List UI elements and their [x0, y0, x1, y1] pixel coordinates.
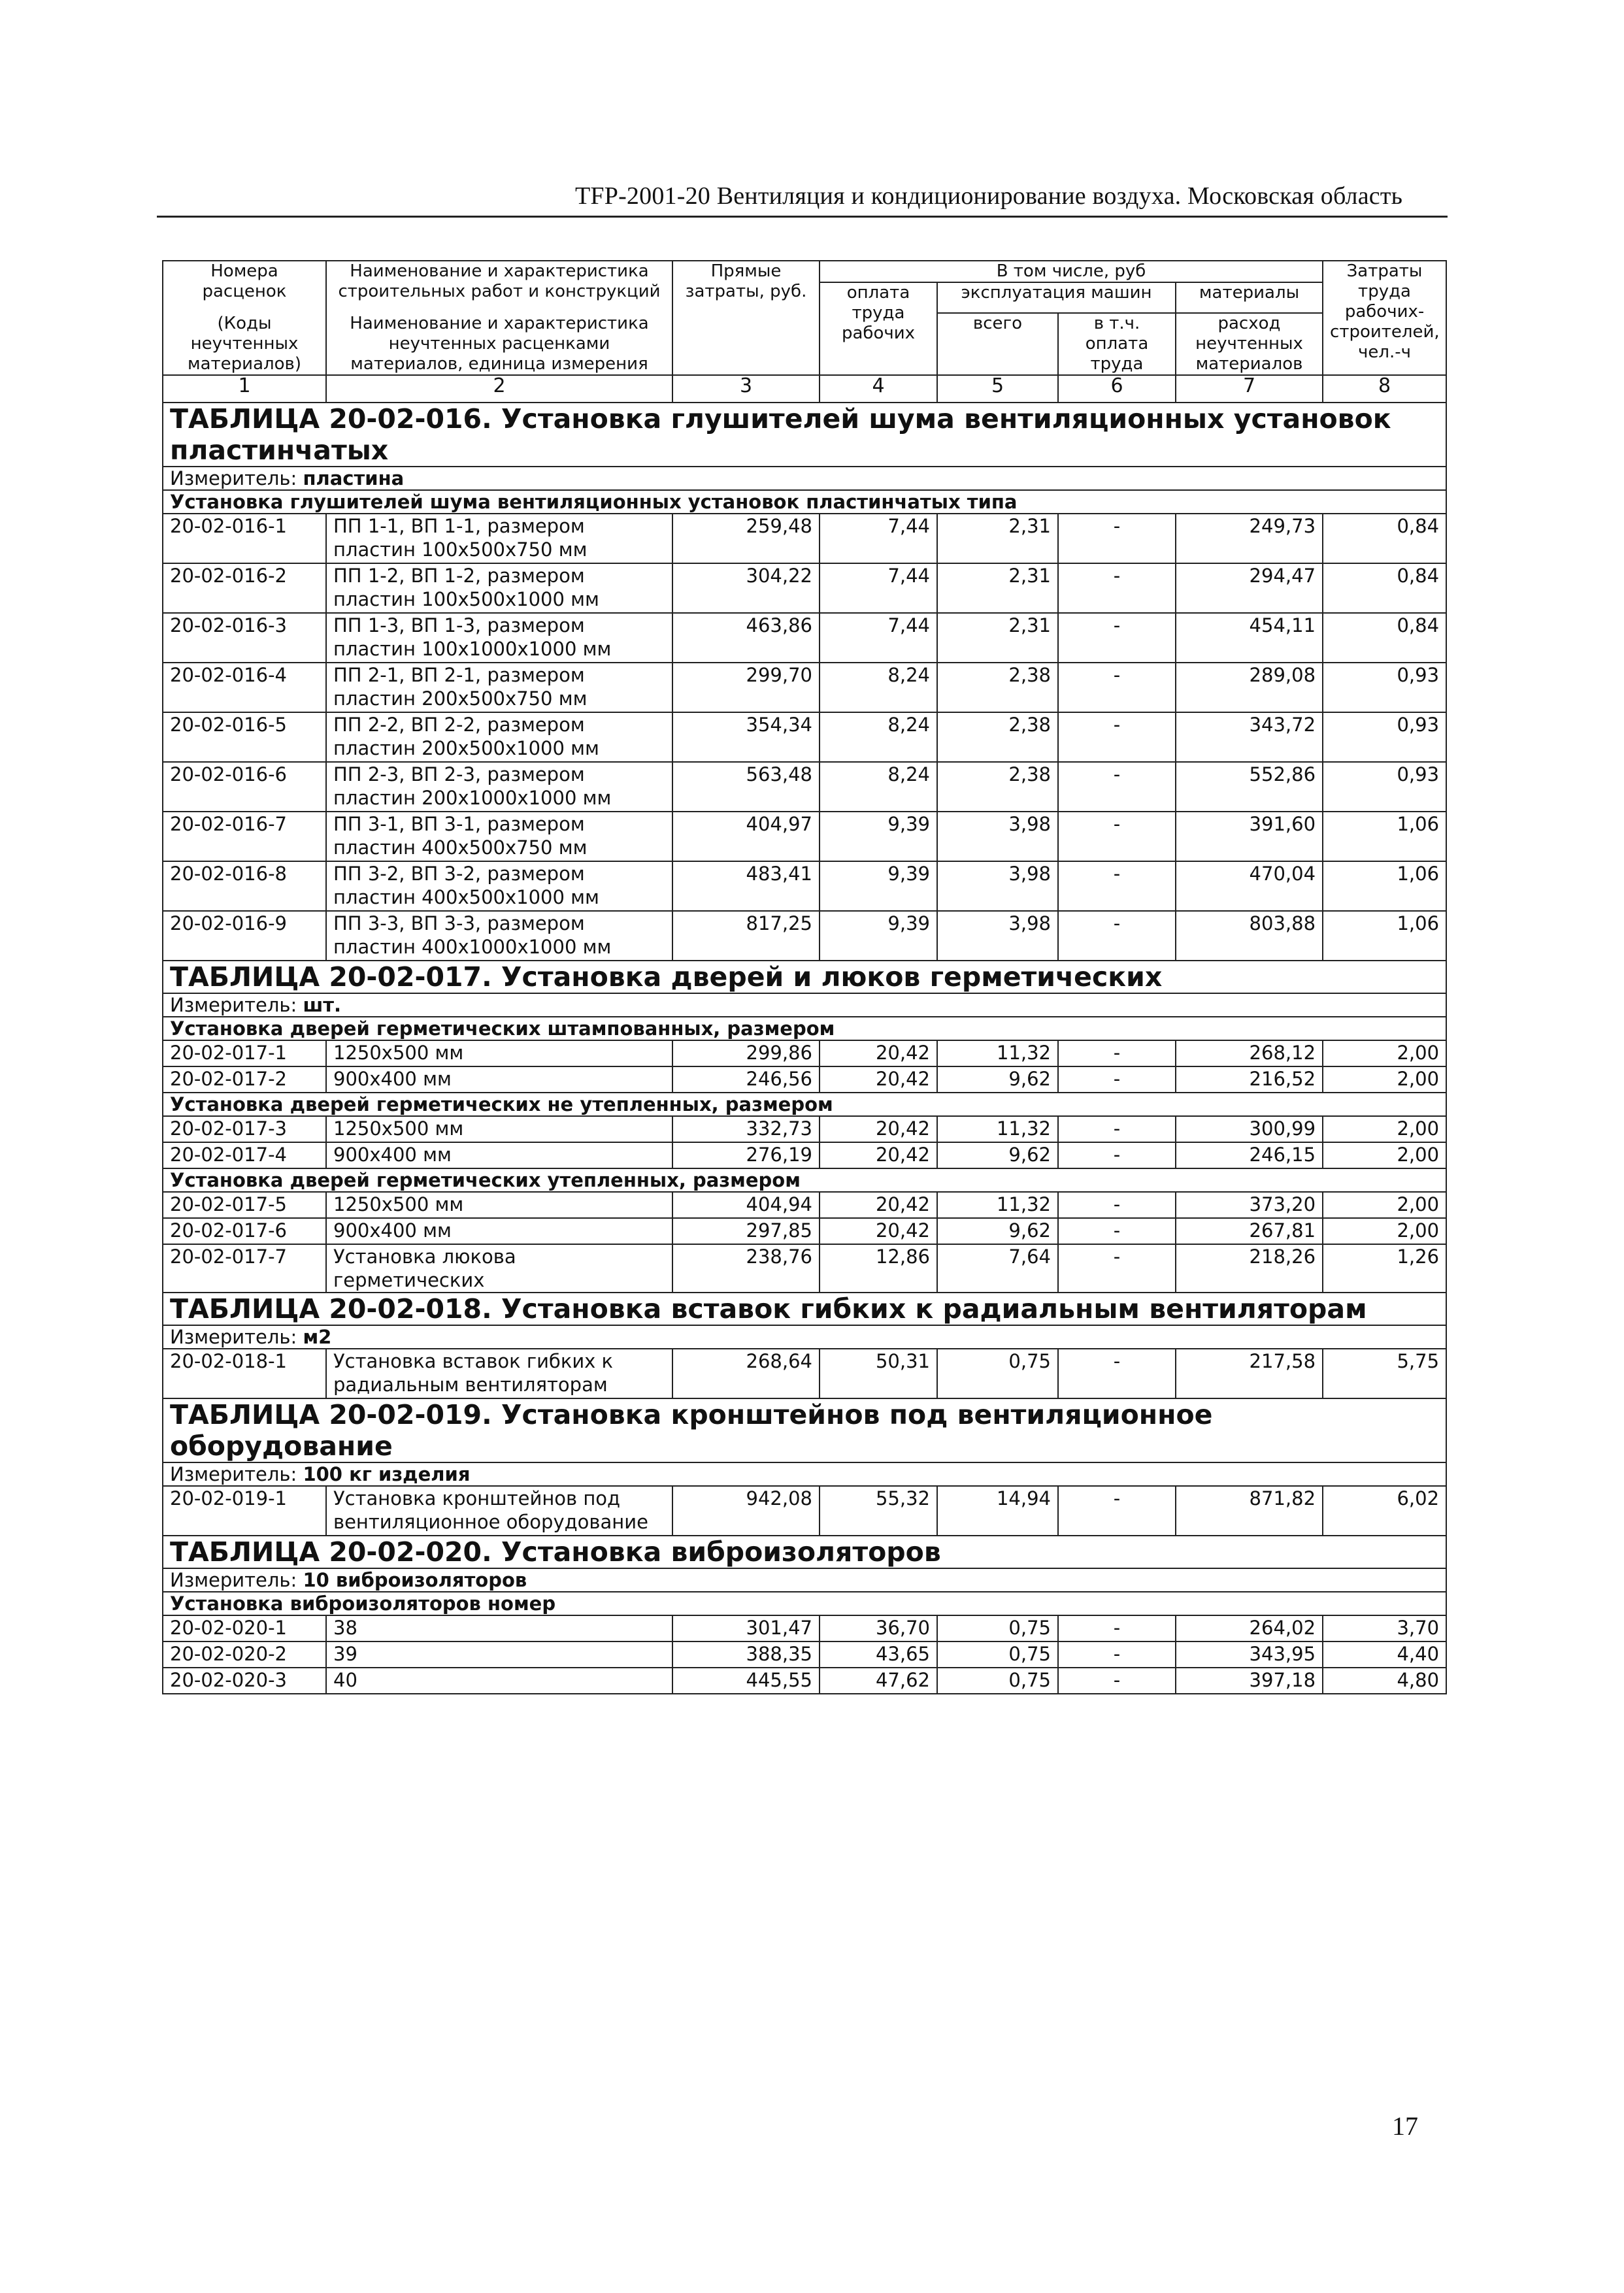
labor-hours: 3,70	[1323, 1615, 1446, 1641]
labor-pay: 43,65	[820, 1641, 937, 1668]
materials-cost: 470,04	[1176, 861, 1323, 911]
machines-labor: -	[1058, 1641, 1176, 1668]
column-number: 3	[672, 375, 820, 403]
section-title: ТАБЛИЦА 20-02-017. Установка дверей и люков герметических	[163, 961, 1446, 993]
machines-labor: -	[1058, 563, 1176, 613]
direct-costs: 942,08	[672, 1486, 820, 1536]
rate-row	[163, 1641, 1446, 1668]
machines-labor: -	[1058, 1349, 1176, 1398]
materials-cost: 216,52	[1176, 1066, 1323, 1093]
rate-code: 20-02-016-5	[163, 712, 326, 762]
labor-pay: 50,31	[820, 1349, 937, 1398]
rate-description: ПП 1-3, ВП 1-3, размером пластин 100х1000х1000 мм	[326, 613, 672, 663]
rate-code: 20-02-017-3	[163, 1116, 326, 1142]
rate-code: 20-02-020-1	[163, 1615, 326, 1641]
rate-row	[163, 1668, 1446, 1694]
labor-hours: 0,93	[1323, 663, 1446, 712]
rate-code: 20-02-016-6	[163, 762, 326, 812]
machines-total: 7,64	[937, 1244, 1058, 1293]
machines-labor: -	[1058, 762, 1176, 812]
labor-pay: 20,42	[820, 1040, 937, 1066]
labor-hours: 2,00	[1323, 1218, 1446, 1244]
labor-hours: 2,00	[1323, 1116, 1446, 1142]
machines-labor: -	[1058, 514, 1176, 563]
table-head	[163, 261, 1446, 403]
table-body	[163, 403, 1446, 1694]
machines-labor: -	[1058, 1192, 1176, 1218]
group-title: Установка дверей герметических не утепленных, размером	[163, 1093, 1446, 1116]
materials-cost: 552,86	[1176, 762, 1323, 812]
rate-code: 20-02-019-1	[163, 1486, 326, 1536]
labor-pay: 9,39	[820, 911, 937, 961]
machines-labor: -	[1058, 1116, 1176, 1142]
section-title-row	[163, 961, 1446, 993]
measure-row	[163, 993, 1446, 1017]
measure-label: Измеритель:	[170, 994, 297, 1016]
rate-code: 20-02-017-2	[163, 1066, 326, 1093]
machines-total: 2,31	[937, 613, 1058, 663]
head-machines-total: всего	[937, 313, 1058, 375]
labor-pay: 8,24	[820, 663, 937, 712]
direct-costs: 304,22	[672, 563, 820, 613]
materials-cost: 391,60	[1176, 812, 1323, 861]
labor-pay: 20,42	[820, 1116, 937, 1142]
machines-labor: -	[1058, 1218, 1176, 1244]
rate-code: 20-02-016-4	[163, 663, 326, 712]
head-materials: материалы	[1176, 282, 1323, 313]
rate-description: 39	[326, 1641, 672, 1668]
materials-cost: 454,11	[1176, 613, 1323, 663]
direct-costs: 354,34	[672, 712, 820, 762]
rate-description: Установка люкова герметических	[326, 1244, 672, 1293]
rate-description: 1250х500 мм	[326, 1116, 672, 1142]
machines-total: 0,75	[937, 1349, 1058, 1398]
rate-row	[163, 861, 1446, 911]
machines-labor: -	[1058, 712, 1176, 762]
labor-pay: 36,70	[820, 1615, 937, 1641]
machines-total: 11,32	[937, 1040, 1058, 1066]
machines-labor: -	[1058, 1040, 1176, 1066]
direct-costs: 445,55	[672, 1668, 820, 1694]
labor-pay: 8,24	[820, 762, 937, 812]
measure-value: 10 виброизоляторов	[303, 1569, 527, 1591]
group-title: Установка дверей герметических утепленных, размером	[163, 1168, 1446, 1192]
rate-row	[163, 613, 1446, 663]
head-including: В том числе, руб	[820, 261, 1323, 282]
direct-costs: 297,85	[672, 1218, 820, 1244]
rate-row	[163, 1615, 1446, 1641]
column-number: 4	[820, 375, 937, 403]
machines-total: 0,75	[937, 1668, 1058, 1694]
materials-cost: 343,72	[1176, 712, 1323, 762]
direct-costs: 817,25	[672, 911, 820, 961]
rate-description: 38	[326, 1615, 672, 1641]
machines-total: 3,98	[937, 861, 1058, 911]
direct-costs: 404,94	[672, 1192, 820, 1218]
head-codes	[163, 261, 326, 375]
direct-costs: 332,73	[672, 1116, 820, 1142]
section-title: ТАБЛИЦА 20-02-018. Установка вставок гибких к радиальным вентиляторам	[163, 1293, 1446, 1325]
machines-total: 9,62	[937, 1066, 1058, 1093]
rate-row	[163, 1218, 1446, 1244]
machines-labor: -	[1058, 911, 1176, 961]
labor-pay: 7,44	[820, 613, 937, 663]
rate-row	[163, 1349, 1446, 1398]
section-title-row	[163, 1398, 1446, 1462]
head-names	[326, 261, 672, 375]
rate-row	[163, 712, 1446, 762]
column-numbers-row	[163, 375, 1446, 403]
labor-hours: 1,26	[1323, 1244, 1446, 1293]
head-codes-top: Номера расценок	[202, 261, 287, 301]
labor-hours: 0,84	[1323, 563, 1446, 613]
machines-total: 2,31	[937, 514, 1058, 563]
rates-table	[162, 260, 1447, 1694]
labor-pay: 7,44	[820, 514, 937, 563]
rate-code: 20-02-017-5	[163, 1192, 326, 1218]
labor-pay: 55,32	[820, 1486, 937, 1536]
group-title-row	[163, 1168, 1446, 1192]
rate-row	[163, 1040, 1446, 1066]
rate-row	[163, 563, 1446, 613]
measure-value: пластина	[303, 467, 405, 489]
section-title: ТАБЛИЦА 20-02-020. Установка виброизоляторов	[163, 1536, 1446, 1568]
direct-costs: 563,48	[672, 762, 820, 812]
rate-description: 1250х500 мм	[326, 1192, 672, 1218]
measure-row	[163, 467, 1446, 490]
rate-description: Установка вставок гибких к радиальным вентиляторам	[326, 1349, 672, 1398]
head-codes-bottom: (Коды неучтенных материалов)	[187, 314, 301, 374]
rate-row	[163, 1142, 1446, 1168]
rate-code: 20-02-020-3	[163, 1668, 326, 1694]
rate-description: ПП 2-2, ВП 2-2, размером пластин 200х500х1000 мм	[326, 712, 672, 762]
labor-hours: 0,93	[1323, 712, 1446, 762]
head-names-bottom: Наименование и характеристика неучтенных расценками материалов, единица измерения	[350, 314, 649, 374]
rate-code: 20-02-020-2	[163, 1641, 326, 1668]
materials-cost: 397,18	[1176, 1668, 1323, 1694]
labor-pay: 20,42	[820, 1066, 937, 1093]
direct-costs: 404,97	[672, 812, 820, 861]
rate-code: 20-02-016-9	[163, 911, 326, 961]
labor-pay: 9,39	[820, 812, 937, 861]
group-title-row	[163, 490, 1446, 514]
machines-total: 0,75	[937, 1641, 1058, 1668]
column-number: 8	[1323, 375, 1446, 403]
measure-row	[163, 1325, 1446, 1349]
machines-labor: -	[1058, 663, 1176, 712]
rate-code: 20-02-017-7	[163, 1244, 326, 1293]
direct-costs: 268,64	[672, 1349, 820, 1398]
labor-pay: 9,39	[820, 861, 937, 911]
materials-cost: 373,20	[1176, 1192, 1323, 1218]
rate-description: 900х400 мм	[326, 1066, 672, 1093]
direct-costs: 299,70	[672, 663, 820, 712]
group-title-row	[163, 1017, 1446, 1040]
machines-labor: -	[1058, 861, 1176, 911]
head-machines-labor: в т.ч. оплата труда	[1058, 313, 1176, 375]
column-number: 2	[326, 375, 672, 403]
materials-cost: 803,88	[1176, 911, 1323, 961]
measure-cell	[163, 467, 1446, 490]
labor-pay: 12,86	[820, 1244, 937, 1293]
machines-labor: -	[1058, 1066, 1176, 1093]
machines-labor: -	[1058, 812, 1176, 861]
machines-labor: -	[1058, 1486, 1176, 1536]
rate-code: 20-02-017-6	[163, 1218, 326, 1244]
materials-cost: 294,47	[1176, 563, 1323, 613]
rate-row	[163, 1192, 1446, 1218]
measure-value: м2	[303, 1326, 332, 1348]
materials-cost: 249,73	[1176, 514, 1323, 563]
group-title-row	[163, 1093, 1446, 1116]
machines-total: 11,32	[937, 1116, 1058, 1142]
labor-hours: 0,93	[1323, 762, 1446, 812]
measure-value: шт.	[303, 994, 342, 1016]
labor-hours: 6,02	[1323, 1486, 1446, 1536]
direct-costs: 238,76	[672, 1244, 820, 1293]
materials-cost: 871,82	[1176, 1486, 1323, 1536]
labor-hours: 1,06	[1323, 911, 1446, 961]
measure-cell	[163, 1568, 1446, 1592]
rate-description: ПП 2-3, ВП 2-3, размером пластин 200х1000х1000 мм	[326, 762, 672, 812]
labor-pay: 20,42	[820, 1218, 937, 1244]
machines-total: 2,31	[937, 563, 1058, 613]
rate-row	[163, 663, 1446, 712]
column-number: 1	[163, 375, 326, 403]
labor-hours: 4,80	[1323, 1668, 1446, 1694]
rate-description: 900х400 мм	[326, 1218, 672, 1244]
rate-row	[163, 514, 1446, 563]
measure-row	[163, 1568, 1446, 1592]
materials-cost: 246,15	[1176, 1142, 1323, 1168]
head-direct-costs: Прямые затраты, руб.	[672, 261, 820, 375]
rate-code: 20-02-017-1	[163, 1040, 326, 1066]
rate-description: Установка кронштейнов под вентиляционное оборудование	[326, 1486, 672, 1536]
head-labor-hours: Затраты труда рабочих-строителей, чел.-ч	[1323, 261, 1446, 375]
rate-row	[163, 1486, 1446, 1536]
rate-code: 20-02-016-2	[163, 563, 326, 613]
machines-labor: -	[1058, 1244, 1176, 1293]
column-number: 6	[1058, 375, 1176, 403]
measure-cell	[163, 993, 1446, 1017]
rates-table-wrapper	[162, 260, 1446, 1694]
rate-code: 20-02-018-1	[163, 1349, 326, 1398]
materials-cost: 289,08	[1176, 663, 1323, 712]
rate-description: ПП 1-1, ВП 1-1, размером пластин 100х500х750 мм	[326, 514, 672, 563]
rate-code: 20-02-017-4	[163, 1142, 326, 1168]
rate-row	[163, 1244, 1446, 1293]
rate-code: 20-02-016-3	[163, 613, 326, 663]
direct-costs: 301,47	[672, 1615, 820, 1641]
direct-costs: 246,56	[672, 1066, 820, 1093]
machines-total: 3,98	[937, 812, 1058, 861]
labor-pay: 47,62	[820, 1668, 937, 1694]
machines-total: 0,75	[937, 1615, 1058, 1641]
labor-hours: 5,75	[1323, 1349, 1446, 1398]
head-labor-pay: оплата труда рабочих	[820, 282, 937, 375]
materials-cost: 343,95	[1176, 1641, 1323, 1668]
machines-total: 9,62	[937, 1218, 1058, 1244]
machines-total: 3,98	[937, 911, 1058, 961]
machines-labor: -	[1058, 613, 1176, 663]
running-header: TFP-2001-20 Вентиляция и кондиционирование воздуха. Московская область	[575, 182, 1403, 210]
labor-hours: 1,06	[1323, 812, 1446, 861]
rate-row	[163, 911, 1446, 961]
section-title-row	[163, 1293, 1446, 1325]
labor-pay: 20,42	[820, 1192, 937, 1218]
rate-row	[163, 1066, 1446, 1093]
machines-total: 2,38	[937, 712, 1058, 762]
rate-code: 20-02-016-7	[163, 812, 326, 861]
machines-labor: -	[1058, 1668, 1176, 1694]
head-machines: эксплуатация машин	[937, 282, 1176, 313]
header-rule	[157, 216, 1448, 218]
machines-labor: -	[1058, 1142, 1176, 1168]
measure-value: 100 кг изделия	[303, 1463, 471, 1485]
labor-hours: 1,06	[1323, 861, 1446, 911]
materials-cost: 218,26	[1176, 1244, 1323, 1293]
section-title: ТАБЛИЦА 20-02-019. Установка кронштейнов под вентиляционное оборудование	[163, 1398, 1446, 1462]
rate-description: ПП 1-2, ВП 1-2, размером пластин 100х500х1000 мм	[326, 563, 672, 613]
materials-cost: 268,12	[1176, 1040, 1323, 1066]
rate-row	[163, 762, 1446, 812]
rate-row	[163, 1116, 1446, 1142]
group-title: Установка дверей герметических штампованных, размером	[163, 1017, 1446, 1040]
machines-total: 14,94	[937, 1486, 1058, 1536]
column-number: 5	[937, 375, 1058, 403]
rate-description: ПП 2-1, ВП 2-1, размером пластин 200х500х750 мм	[326, 663, 672, 712]
machines-total: 2,38	[937, 762, 1058, 812]
rate-code: 20-02-016-1	[163, 514, 326, 563]
direct-costs: 276,19	[672, 1142, 820, 1168]
rate-description: 900х400 мм	[326, 1142, 672, 1168]
head-names-top: Наименование и характеристика строительных работ и конструкций	[338, 261, 661, 301]
group-title: Установка виброизоляторов номер	[163, 1592, 1446, 1615]
direct-costs: 259,48	[672, 514, 820, 563]
rate-description: ПП 3-2, ВП 3-2, размером пластин 400х500х1000 мм	[326, 861, 672, 911]
rate-description: 40	[326, 1668, 672, 1694]
measure-label: Измеритель:	[170, 1326, 297, 1348]
column-number: 7	[1176, 375, 1323, 403]
labor-hours: 2,00	[1323, 1192, 1446, 1218]
labor-hours: 2,00	[1323, 1040, 1446, 1066]
section-title: ТАБЛИЦА 20-02-016. Установка глушителей шума вентиляционных установок пластинчатых	[163, 403, 1446, 467]
labor-hours: 0,84	[1323, 613, 1446, 663]
materials-cost: 267,81	[1176, 1218, 1323, 1244]
measure-cell	[163, 1462, 1446, 1486]
labor-hours: 2,00	[1323, 1066, 1446, 1093]
group-title: Установка глушителей шума вентиляционных установок пластинчатых типа	[163, 490, 1446, 514]
measure-label: Измеритель:	[170, 1463, 297, 1485]
rate-description: ПП 3-1, ВП 3-1, размером пластин 400х500х750 мм	[326, 812, 672, 861]
rate-description: ПП 3-3, ВП 3-3, размером пластин 400х1000х1000 мм	[326, 911, 672, 961]
materials-cost: 217,58	[1176, 1349, 1323, 1398]
measure-row	[163, 1462, 1446, 1486]
materials-cost: 264,02	[1176, 1615, 1323, 1641]
direct-costs: 299,86	[672, 1040, 820, 1066]
rate-row	[163, 812, 1446, 861]
section-title-row	[163, 1536, 1446, 1568]
labor-hours: 4,40	[1323, 1641, 1446, 1668]
group-title-row	[163, 1592, 1446, 1615]
rate-description: 1250х500 мм	[326, 1040, 672, 1066]
page-number: 17	[1392, 2111, 1418, 2141]
direct-costs: 463,86	[672, 613, 820, 663]
machines-total: 9,62	[937, 1142, 1058, 1168]
measure-label: Измеритель:	[170, 1569, 297, 1591]
labor-pay: 7,44	[820, 563, 937, 613]
direct-costs: 388,35	[672, 1641, 820, 1668]
labor-hours: 2,00	[1323, 1142, 1446, 1168]
section-title-row	[163, 403, 1446, 467]
labor-pay: 20,42	[820, 1142, 937, 1168]
materials-cost: 300,99	[1176, 1116, 1323, 1142]
measure-label: Измеритель:	[170, 467, 297, 489]
labor-pay: 8,24	[820, 712, 937, 762]
measure-cell	[163, 1325, 1446, 1349]
machines-labor: -	[1058, 1615, 1176, 1641]
rate-code: 20-02-016-8	[163, 861, 326, 911]
direct-costs: 483,41	[672, 861, 820, 911]
machines-total: 11,32	[937, 1192, 1058, 1218]
head-materials-unaccounted: расход неучтенных материалов	[1176, 313, 1323, 375]
machines-total: 2,38	[937, 663, 1058, 712]
labor-hours: 0,84	[1323, 514, 1446, 563]
